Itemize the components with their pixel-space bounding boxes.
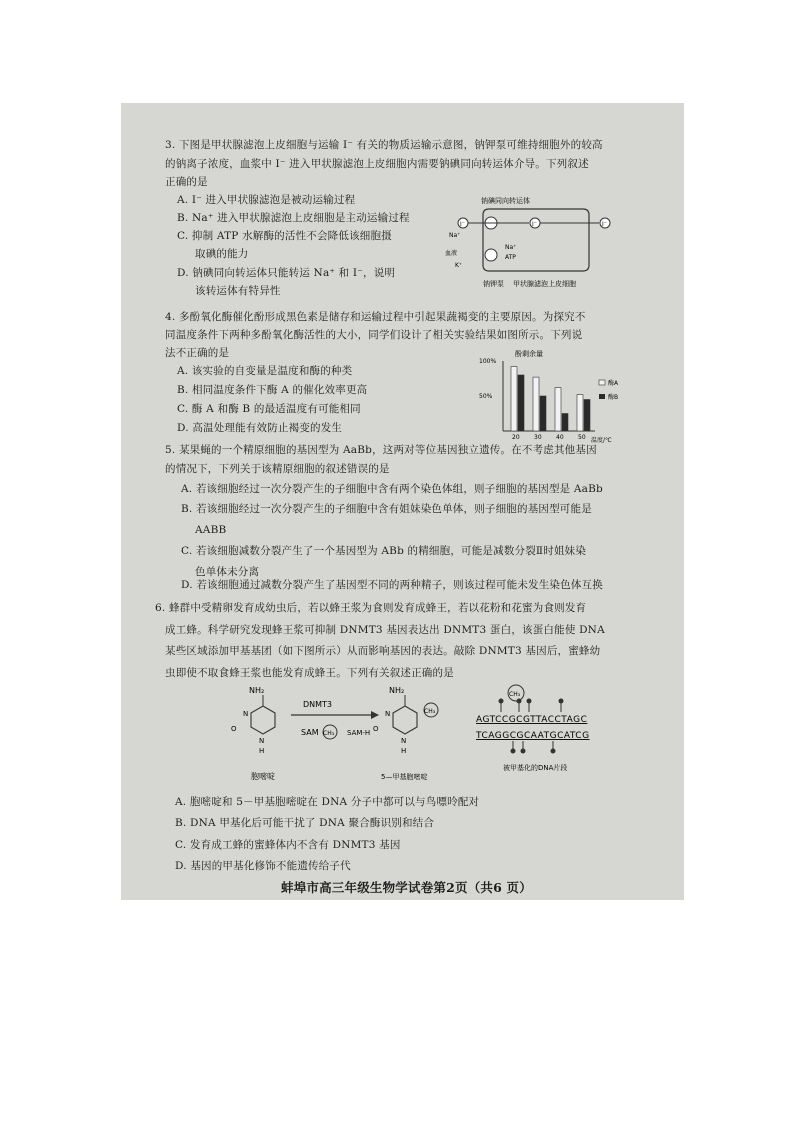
methyl-donor-label: CH₃: [323, 730, 335, 737]
dna-fragment-label: 被甲基化的DNA片段: [503, 764, 568, 772]
page-footer: 蚌埠市高三年级生物学试卷第2页（共6 页）: [281, 880, 532, 895]
q3-stem-line1: 3. 下图是甲状腺滤泡上皮细胞与运输 I⁻ 有关的物质运输示意图，钠钾泵可维持细胞外的较高: [165, 139, 603, 151]
q3-stem-line2: 的钠离子浓度，血浆中 I⁻ 进入甲状腺滤泡上皮细胞内需要钠碘同向转运体介导。下列叙述: [165, 158, 589, 170]
cytosine-h: H: [259, 747, 265, 755]
x-tick-label: 30: [534, 434, 542, 441]
q3-option-d-cont: 该转运体有特异性: [195, 285, 281, 297]
cytosine-o: O: [231, 725, 237, 733]
q5-option-b: B. 若该细胞经过一次分裂产生的子细胞中含有姐妹染色单体，则子细胞的基因型可能是: [181, 503, 592, 515]
q6-option-a: A. 胞嘧啶和 5－甲基胞嘧啶在 DNA 分子中都可以与鸟嘌呤配对: [175, 796, 480, 808]
bar-enzyme-b-20: [518, 375, 524, 431]
q4-option-d: D. 高温处理能有效防止褐变的发生: [177, 422, 343, 434]
q4-option-b: B. 相同温度条件下酶 A 的催化效率更高: [177, 384, 368, 396]
nh2-left: NH₂: [249, 686, 265, 695]
symporter-label: 钠碘同向转运体: [481, 197, 530, 205]
methyl-product-label: CH₃: [424, 708, 436, 715]
methylcytosine-o: O: [373, 725, 379, 733]
enzyme-label: DNMT3: [303, 700, 333, 709]
q4-stem-line2: 同温度条件下两种多酚氧化酶活性的大小，同学们设计了相关实验结果如图所示。下列说: [165, 329, 583, 341]
legend-swatch-a: [599, 380, 605, 385]
y-tick-label: 50%: [479, 393, 493, 400]
methylcytosine-label: 5—甲基胞嘧啶: [381, 773, 428, 781]
cytosine-n1: N: [259, 737, 265, 745]
iodide-symbol-3: I⁻: [602, 221, 607, 228]
methyl-marks-top: [499, 699, 564, 713]
q4-option-c: C. 酶 A 和酶 B 的最适温度有可能相同: [177, 403, 361, 415]
q3-option-c-cont: 取碘的能力: [195, 248, 249, 260]
q5-option-b-cont: AABB: [195, 524, 227, 536]
q6-stem-line4: 虫即使不取食蜂王浆也能发育成蜂王。下列有关叙述正确的是: [165, 667, 454, 679]
bar-enzyme-a-20: [511, 367, 517, 431]
x-tick-label: 20: [512, 434, 520, 441]
q5-stem-line1: 5. 某果蝇的一个精原细胞的基因型为 AaBb，这两对等位基因独立遗传。在不考虑其他基因: [165, 444, 597, 456]
atp-label: ATP: [505, 254, 516, 261]
q5-option-d: D. 若该细胞通过减数分裂产生了基因型不同的两种精子，则该过程可能未发生染色体互换: [181, 579, 603, 591]
q3-option-d: D. 钠碘同向转运体只能转运 Na⁺ 和 I⁻，说明: [177, 267, 396, 279]
q3-option-b: B. Na⁺ 进入甲状腺滤泡上皮细胞是主动运输过程: [177, 212, 410, 224]
y-tick-label: 100%: [479, 358, 497, 365]
cytosine-ring: [251, 706, 275, 734]
bar-enzyme-a-40: [555, 388, 561, 431]
bar-enzyme-b-30: [540, 396, 546, 431]
cell-label: 甲状腺滤泡上皮细胞: [513, 280, 576, 288]
iodide-symbol-1: I⁻: [460, 221, 465, 228]
enzyme-bar-chart: [471, 346, 631, 446]
arrowhead-icon: [371, 711, 379, 719]
iodide-symbol-2: I⁻: [532, 221, 537, 228]
q6-stem-line2: 成工蜂。科学研究发现蜂王浆可抑制 DNMT3 基因表达出 DNMT3 蛋白，该蛋白能使 DNA: [165, 624, 605, 636]
bar-enzyme-b-40: [562, 414, 568, 432]
sodium-label-pump: Na⁺: [505, 244, 517, 251]
q5-option-c: C. 若该细胞减数分裂产生了一个基因型为 ABb 的精细胞，可能是减数分裂Ⅱ时姐妹染: [181, 545, 587, 557]
q6-option-b: B. DNA 甲基化后可能干扰了 DNA 聚合酶识别和结合: [175, 817, 435, 829]
methyl-marks-bottom: [511, 741, 556, 754]
legend-label-a: 酶A: [608, 380, 619, 387]
q6-option-d: D. 基因的甲基化修饰不能遗传给子代: [175, 860, 351, 872]
nh2-right: NH₂: [389, 686, 405, 695]
cytosine-label: 胞嘧啶: [251, 772, 275, 781]
methylation-diagram: [221, 683, 621, 783]
sam-h-label: SAM-H: [347, 729, 371, 737]
transport-diagram: [443, 193, 623, 293]
methylcytosine-h: H: [401, 747, 407, 755]
exam-page: [121, 103, 684, 900]
x-axis-label: 温度/℃: [591, 437, 612, 444]
bar-enzyme-a-30: [533, 377, 539, 431]
bar-enzyme-a-50: [577, 395, 583, 431]
cytosine-n3: N: [243, 710, 249, 718]
q5-option-a: A. 若该细胞经过一次分裂产生的子细胞中含有两个染色体组，则子细胞的基因型是 AaBb: [181, 483, 603, 495]
q3-option-a: A. I⁻ 进入甲状腺滤泡是被动运输过程: [177, 194, 356, 206]
q4-stem-line1: 4. 多酚氧化酶催化酚形成黑色素是储存和运输过程中引起果蔬褐变的主要原因。为探究不: [165, 311, 586, 323]
bar-enzyme-b-50: [584, 400, 590, 432]
q3-option-c: C. 抑制 ATP 水解酶的活性不会降低该细胞摄: [177, 230, 392, 242]
x-tick-label: 40: [556, 434, 564, 441]
legend-label-b: 酶B: [608, 394, 619, 401]
legend-swatch-b: [599, 394, 605, 399]
pump-protein: [485, 249, 497, 261]
q5-stem-line2: 的情况下，下列关于该精原细胞的叙述错误的是: [165, 463, 390, 475]
sodium-label-left: Na⁺: [449, 232, 461, 239]
chart-title: 酚剩余量: [515, 350, 543, 358]
x-tick-label: 50: [578, 434, 586, 441]
q6-stem-line1: 6. 蜂群中受精卵发育成幼虫后，若以蜂王浆为食则发育成蜂王，若以花粉和花蜜为食则发育: [155, 602, 587, 614]
methylcytosine-n3: N: [385, 710, 391, 718]
q6-option-c: C. 发育成工蜂的蜜蜂体内不含有 DNMT3 基因: [175, 839, 401, 851]
q3-stem-line3: 正确的是: [165, 176, 208, 188]
methyl-dna-label: CH₃: [509, 691, 521, 698]
q4-option-a: A. 该实验的自变量是温度和酶的种类: [177, 365, 353, 377]
q6-stem-line3: 某些区域添加甲基基团（如下图所示）从而影响基因的表达。敲除 DNMT3 基因后，蜜蜂幼: [165, 645, 601, 657]
dna-strand-bottom: TCAGGCGCAATGCATCG: [476, 731, 590, 741]
q5-option-c-cont: 色单体未分离: [195, 566, 260, 578]
methylcytosine-ring: [393, 706, 417, 734]
methylcytosine-n1: N: [401, 737, 407, 745]
blood-label: 血液: [445, 250, 458, 257]
pump-label: 钠钾泵: [483, 280, 504, 288]
dna-strand-top: AGTCCGCGTTACCTAGC: [476, 715, 588, 725]
potassium-label: K⁺: [455, 262, 463, 269]
sam-label: SAM: [301, 728, 319, 737]
q4-stem-line3: 法不正确的是: [165, 347, 230, 359]
